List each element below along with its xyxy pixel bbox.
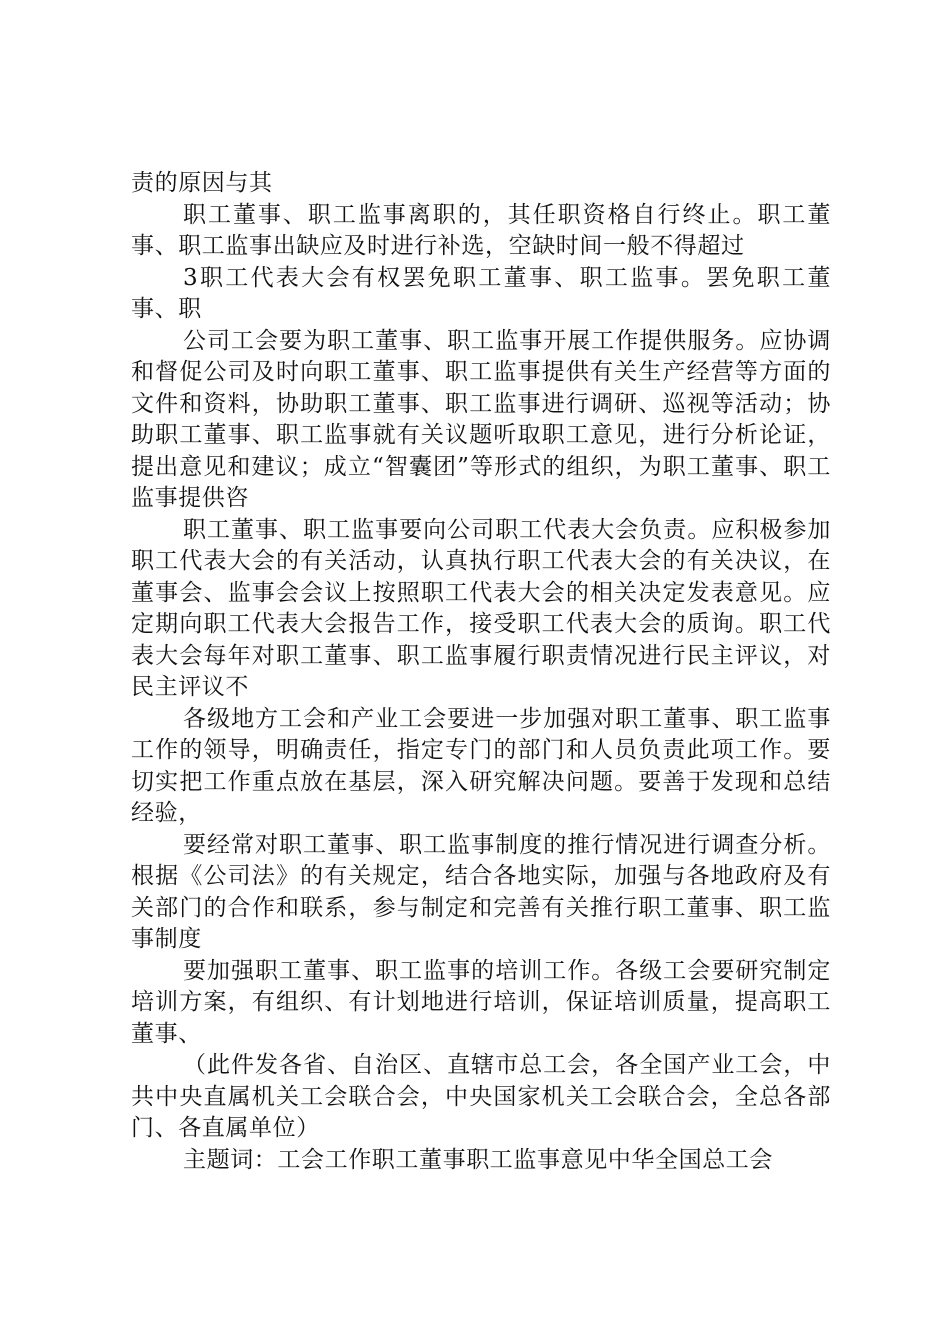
- paragraph-leadership: 各级地方工会和产业工会要进一步加强对职工董事、职工监事工作的领导，明确责任，指定专门的部门和人员负责此项工作。要切实把工作重点放在基层，深入研究解决问题。要善于发现和总结经验，: [131, 705, 831, 826]
- paragraph-resignation: 职工董事、职工监事离职的，其任职资格自行终止。职工董事、职工监事出缺应及时进行补选，空缺时间一般不得超过: [131, 201, 831, 259]
- paragraph-continuation: 责的原因与其: [131, 170, 273, 196]
- paragraph-accountability: 职工董事、职工监事要向公司职工代表大会负责。应积极参加职工代表大会的有关活动，认真执行职工代表大会的有关决议，在董事会、监事会会议上按照职工代表大会的相关决定发表意见。应定期向职工代表大会报告工作，接受职工代表大会的质询。职工代表大会每年对职工董事、职工监事履行职责情况进行民主评议，对民主评议不: [131, 516, 831, 700]
- paragraph-union-service: 公司工会要为职工董事、职工监事开展工作提供服务。应协调和督促公司及时向职工董事、职工监事提供有关生产经营等方面的文件和资料，协助职工董事、职工监事进行调研、巡视等活动；协助职工董事、职工监事就有关议题听取职工意见，进行分析论证，提出意见和建议；成立“智囊团”等形式的组织，为职工董事、职工监事提供咨: [131, 327, 831, 511]
- paragraph-distribution: （此件发各省、自治区、直辖市总工会，各全国产业工会，中共中央直属机关工会联合会，中央国家机关工会联合会，全总各部门、各直属单位）: [131, 1052, 831, 1141]
- paragraph-removal: 3职工代表大会有权罢免职工董事、职工监事。罢免职工董事、职: [131, 264, 831, 322]
- paragraph-training: 要加强职工董事、职工监事的培训工作。各级工会要研究制定培训方案，有组织、有计划地进行培训，保证培训质量，提高职工董事、: [131, 957, 831, 1047]
- paragraph-investigation: 要经常对职工董事、职工监事制度的推行情况进行调查分析。根据《公司法》的有关规定，结合各地实际，加强与各地政府及有关部门的合作和联系，参与制定和完善有关推行职工董事、职工监事制度: [131, 831, 831, 952]
- paragraph-keywords: 主题词：工会工作职工董事职工监事意见中华全国总工会: [183, 1146, 773, 1173]
- document-body: [131, 168, 831, 1176]
